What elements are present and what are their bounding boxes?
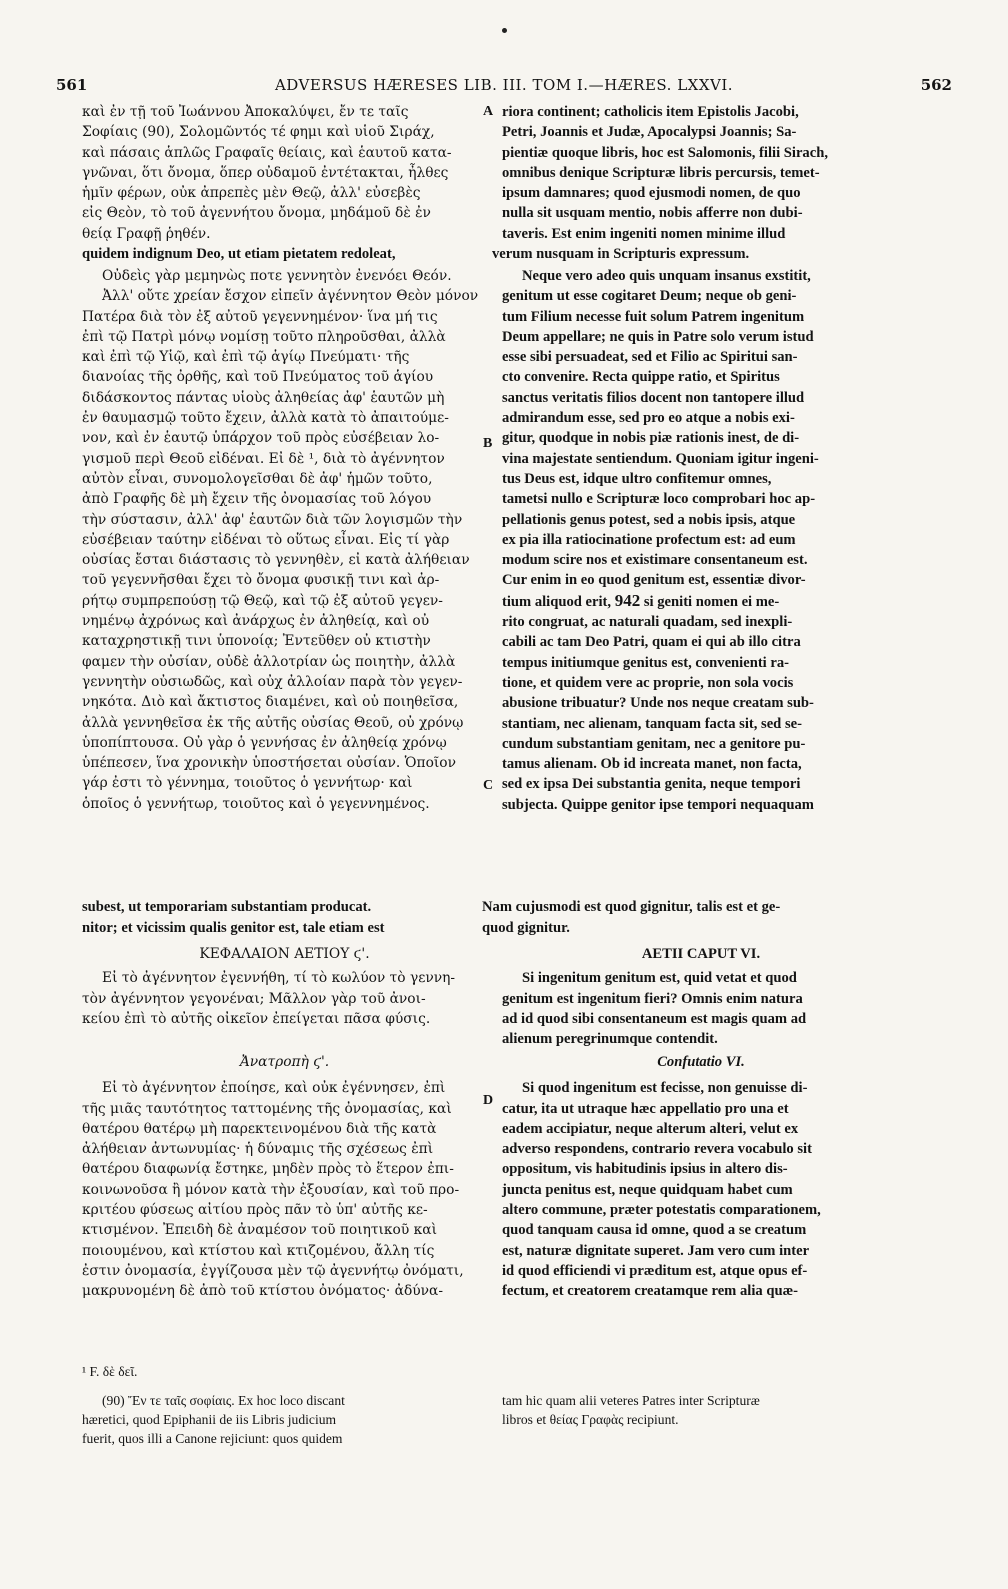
spanning-text: quidem indignum Deo, ut etiam pietatem redoleat, <box>82 246 396 262</box>
greek-line: Ἀλλ' οὔτε χρείαν ἔσχον εἰπεῖν ἀγέννητον Θεὸν μόνον <box>102 288 479 305</box>
column-number: 942 <box>614 590 641 610</box>
footnotes-right <box>502 1391 900 1429</box>
greek-line: ὑποπίπτουσα. Οὐ γὰρ ὁ γεννήσας ἐν ἀληθείᾳ χρόνῳ <box>82 734 447 751</box>
latin-line: subjecta. Quippe genitor ipse tempori nequaquam <box>502 796 814 813</box>
latin-line: eadem accipiatur, neque alterum alteri, velut ex <box>502 1120 799 1137</box>
footnote-line: hæretici, quod Epiphanii de iis Libris judicium <box>82 1412 337 1427</box>
greek-line: ἀπὸ Γραφῆς δὲ μὴ ἔχειν τῆς ὀνομασίας τοῦ λόγου <box>82 491 432 508</box>
latin-line: riora continent; catholicis item Epistolis Jacobi, <box>502 104 799 120</box>
greek-line: αὐτὸν εἶναι, συνομολογεῖσθαι δὲ ἀφ' ἡμῶν τοῦτο, <box>82 470 433 487</box>
latin-text: si geniti nomen ei me- <box>643 593 780 610</box>
latin-line: altero commune, præter potestatis comparationem, <box>502 1202 821 1219</box>
latin-line: Si quod ingenitum est fecisse, non genuisse di- <box>522 1080 808 1097</box>
greek-line: εὐσέβειαν ταύτην εἰδέναι τὸ οὕτως εἶναι. Εἰς τί γὰρ <box>82 531 450 548</box>
spanning-text: nitor; et vicissim qualis genitor est, tale etiam est <box>82 920 385 936</box>
latin-line: catur, ita ut utraque hæc appellatio pro una et <box>502 1100 789 1117</box>
section-marker-a: A <box>483 104 494 119</box>
greek-line: Σοφίαις (90), Σολομῶντός τέ φημι καὶ υἱοῦ Σιράχ, <box>82 124 435 141</box>
latin-line: Si ingenitum genitum est, quid vetat et quod <box>522 970 797 987</box>
latin-line: taveris. Est enim ingeniti nomen minime illud <box>502 225 786 242</box>
greek-line: ἡμῖν φέρων, οὐκ ἀπρεπὲς μὲν Θεῷ, ἀλλ' εὐσεβὲς <box>82 185 421 202</box>
spanning-line-1 <box>82 244 897 264</box>
latin-line <box>502 591 900 612</box>
greek-line: ἀλήθειαν ἀντωνυμίας· ἡ δύναμις τῆς σχέσεως ἐπὶ <box>82 1141 434 1158</box>
latin-line: rito congruat, ac naturali quadam, sed inexpli- <box>502 614 793 631</box>
latin-line: ad id quod sibi consentaneum est magis quam ad <box>502 1010 807 1027</box>
latin-line: adverso respondens, contrario revera vocabulo sit <box>502 1141 812 1158</box>
latin-subheading: Confutatio VI. <box>657 1054 745 1070</box>
latin-line: esse sibi persuadeat, sed et Filio ac Spiritui san- <box>502 349 798 366</box>
latin-line: tus Deus est, idque ultro confitemur omnes, <box>502 470 772 487</box>
spanning-text: verum nusquam in Scripturis expressum. <box>492 246 750 262</box>
greek-chapter <box>82 944 487 1029</box>
greek-line: καταχρηστικῇ τινι ὑπονοίᾳ; Ἐντεῦθεν οὐ κτιστὴν <box>82 633 431 650</box>
greek-line: κείου ἐπὶ τὸ αὐτῆς οἰκεῖον ἐπείγεται πᾶσα φύσις. <box>82 1010 431 1027</box>
footnote-line: tam hic quam alii veteres Patres inter Scripturæ <box>502 1393 760 1408</box>
latin-line: genitum est ingenitum fieri? Omnis enim natura <box>502 990 803 1007</box>
latin-line: Petri, Joannis et Judæ, Apocalypsi Joannis; Sa- <box>502 124 797 141</box>
greek-line: κριτέου φύσεως αἰτίου πρὸς πᾶν τὸ ὑπ' αὐτῆς κε- <box>82 1202 428 1219</box>
spanning-text: subest, ut temporariam substantiam producat. <box>82 899 372 915</box>
footnote-line: fuerit, quos illi a Canone rejiciunt: quos quidem <box>82 1431 343 1446</box>
greek-line: νηκότα. Διὸ καὶ ἄκτιστος διαμένει, καὶ οὐ ποιηθεῖσα, <box>82 694 459 711</box>
greek-block-1 <box>82 102 487 244</box>
section-marker-c: C <box>483 778 494 793</box>
latin-chapter-heading: AETII CAPUT VI. <box>641 946 761 962</box>
latin-line: stantiam, nec alienam, tanquam facta sit, sed se- <box>502 715 802 732</box>
greek-line: Εἰ τὸ ἀγέννητον ἐποίησε, καὶ οὐκ ἐγέννησεν, ἐπὶ <box>102 1080 446 1097</box>
greek-line: διδάσκοντος πάντας υἱοὺς ἀληθείας ἀφ' ἑαυτῶν μὴ <box>82 389 445 406</box>
latin-line: nulla sit usquam mentio, nobis afferre non dubi- <box>502 205 803 222</box>
latin-line: tione, et quidem vere ac proprie, non sola vocis <box>502 674 794 691</box>
footnotes-left <box>82 1362 487 1448</box>
spanning-text: Nam cujusmodi est quod gignitur, talis est et ge- <box>482 899 781 915</box>
latin-confutation <box>502 1052 900 1302</box>
footnote-line: (90) Ἔν τε ταῖς σοφίαις. Ex hoc loco discant <box>102 1393 345 1408</box>
section-marker-d: D <box>483 1093 494 1108</box>
greek-line: Οὐδεὶς γὰρ μεμηνὼς ποτε γεννητὸν ἐνενόει Θεόν. <box>102 268 452 284</box>
greek-confutation <box>82 1052 487 1302</box>
running-header <box>56 76 952 96</box>
footnote-1: ¹ F. δὲ δεῖ. <box>82 1364 138 1379</box>
greek-line: ἀλλὰ γεννηθεῖσα ἐκ τῆς αὐτῆς οὐσίας Θεοῦ, οὐ χρόνῳ <box>82 714 464 731</box>
greek-line: ἐστιν ὀνομασία, ἐγγίζουσα μὲν τῷ ἀγεννήτῳ ὀνόματι, <box>82 1262 464 1279</box>
greek-line: καὶ πάσαις ἁπλῶς Γραφαῖς θείαις, καὶ ἑαυτοῦ κατα- <box>82 144 452 161</box>
greek-line: θείᾳ Γραφῇ ῥηθέν. <box>82 225 211 242</box>
latin-line: ex pia illa ratiocinatione profectum est: ad eum <box>502 531 796 548</box>
latin-line: alienum peregrinumque contendit. <box>502 1031 718 1048</box>
greek-line: ποιουμένου, καὶ κτίστου καὶ κτιζομένου, ἄλλη τίς <box>82 1242 435 1259</box>
latin-line: Cur enim in eo quod genitum est, essentiæ divor- <box>502 572 806 589</box>
greek-line: ἐπὶ τῷ Πατρὶ μόνῳ νομίσῃ τοῦτο πληροῦσθαι, ἀλλὰ <box>82 328 446 345</box>
latin-line: oppositum, vis habitudinis ipsius in altero dis- <box>502 1161 788 1178</box>
latin-line: sanctus veritatis filios docent non tantopere illud <box>502 389 805 406</box>
running-title: ADVERSUS HÆRESES LIB. III. TOM I.—HÆRES. LXXVI. <box>274 76 734 94</box>
latin-line: cundum substantiam genitam, nec a genitore pu- <box>502 735 806 752</box>
page-number-left: 561 <box>56 76 88 94</box>
greek-line: ὁποῖος ὁ γεννήτωρ, τοιοῦτος καὶ ὁ γεγεννημένος. <box>82 795 430 812</box>
latin-line: tempus initiumque genitus est, convenienti ra- <box>502 654 790 671</box>
latin-line: tamus alienam. Ob id increata manet, non facta, <box>502 756 802 773</box>
latin-line: ipsum damnares; quod ejusmodi nomen, de quo <box>502 185 801 202</box>
greek-line: κτισμένον. Ἐπειδὴ δὲ ἀναμέσον τοῦ ποιητικοῦ καὶ <box>82 1222 437 1239</box>
greek-line: νημένῳ ἀχρόνως καὶ ἀνάρχως ἐν ἀληθείᾳ, καὶ οὐ <box>82 613 430 630</box>
latin-line: Neque vero adeo quis unquam insanus exstitit, <box>522 268 811 284</box>
greek-line: διανοίας τῆς ὀρθῆς, καὶ τοῦ Πνεύματος τοῦ ἁγίου <box>82 369 434 386</box>
page-number-right: 562 <box>920 76 952 94</box>
greek-line: νον, καὶ ἐν ἑαυτῷ ὑπάρχον τοῦ πρὸς εὐσέβειαν λο- <box>82 430 440 447</box>
latin-line: fectum, et creatorem creatamque rem alia quæ- <box>502 1283 798 1300</box>
greek-block-2 <box>82 266 487 814</box>
greek-chapter-heading: ΚΕΦΑΛΑΙΟΝ ΑΕΤΙΟΥ ϛ'. <box>199 946 370 962</box>
latin-line: id quod efficiendi vi præditum est, atque opus ef- <box>502 1262 808 1279</box>
greek-line: τὴν σύστασιν, ἀλλ' ἀφ' ἑαυτῶν διὰ τῶν λογισμῶν τὴν <box>82 511 463 528</box>
latin-line: est, naturæ dignitate superet. Jam vero cum inter <box>502 1242 810 1259</box>
greek-line: θατέρου διαφωνίᾳ ἔστηκε, μηδὲν πρὸς τὸ ἕτερον ἐπι- <box>82 1161 454 1178</box>
greek-line: ρήτῳ συμπρεπούσῃ τῷ Θεῷ, καὶ τῷ ἐξ αὐτοῦ γεγεν- <box>82 592 443 609</box>
latin-line: Deum appellare; ne quis in Patre solo verum istud <box>502 328 814 345</box>
latin-line: modum scire nos et existimare consentaneum est. <box>502 552 808 569</box>
spanning-text: quod gignitur. <box>482 920 570 936</box>
latin-text: tium aliquod erit, <box>502 593 612 610</box>
greek-line: καὶ ἐπὶ τῷ Υἱῷ, καὶ ἐπὶ τῷ ἁγίῳ Πνεύματι· τῆς <box>82 349 410 366</box>
latin-line: vina majestate sentiendum. Quoniam igitur ingeni- <box>502 450 819 467</box>
greek-line: οὐσίας ἔσται διάστασις τὸ γεννηθὲν, εἰ κατὰ ἀλήθειαν <box>82 552 470 569</box>
footnote-line: libros et θείας Γραφὰς recipiunt. <box>502 1412 679 1427</box>
greek-line: γάρ ἐστι τὸ γέννημα, τοιοῦτος ὁ γεννήτωρ· καὶ <box>82 775 413 792</box>
greek-line: θατέρου θατέρῳ μὴ παρεκτεινομένου διὰ τῆς κατὰ <box>82 1120 437 1137</box>
greek-line: τῆς μιᾶς ταυτότητος ταττομένης τῆς ὀνομασίας, καὶ <box>82 1100 452 1117</box>
greek-line: φαμεν τὴν οὐσίαν, οὐδὲ ἀλλοτρίαν ὡς ποιητὴν, ἀλλὰ <box>82 653 456 670</box>
spanning-line-2 <box>82 897 897 917</box>
greek-line: κοινωνοῦσα ἢ μόνον κατὰ τὴν ἐξουσίαν, καὶ τοῦ προ- <box>82 1181 460 1198</box>
section-marker-b: B <box>483 436 493 451</box>
latin-line: gitur, quodque in nobis piæ rationis inest, de di- <box>502 430 800 447</box>
greek-line: γνῶναι, ὅτι ὄνομα, ὅπερ οὐδαμοῦ ἐντέτακται, ἦλθες <box>82 164 449 181</box>
latin-line: cabili ac tam Deo Patri, quam ei qui ab illo citra <box>502 634 801 651</box>
greek-line: ὑπέπεσεν, ἵνα χρονικὴν ὑποστήσεται οὐσίαν. Ὁποῖον <box>82 755 456 772</box>
spanning-line-3 <box>82 918 897 938</box>
latin-line: pellationis genus potest, sed a nobis ipsis, atque <box>502 511 796 528</box>
latin-block-1 <box>502 102 900 244</box>
latin-line: pientiæ quoque libris, hoc est Salomonis, filii Sirach, <box>502 144 828 161</box>
latin-line: abusione tribuatur? Unde nos neque creatam sub- <box>502 695 814 712</box>
greek-line: τοῦ γεγεννῆσθαι ἔχει τὸ ὄνομα φυσικῇ τινι καὶ ἀρ- <box>82 572 440 589</box>
latin-line: genitum ut esse cogitaret Deum; neque ob geni- <box>502 288 797 305</box>
latin-line: tum Filium necesse fuit solum Patrem ingenitum <box>502 308 805 325</box>
latin-line: omnibus denique Scripturæ libris percursis, temet- <box>502 164 820 181</box>
latin-line: sed ex ipsa Dei substantia genita, neque tempori <box>502 776 801 793</box>
latin-line: cto convenire. Recta quippe ratio, et Spiritus <box>502 369 780 386</box>
latin-line: admirandum esse, sed pro eo atque a nobis exi- <box>502 410 795 427</box>
greek-line: μακρυνομένη δὲ ἀπὸ τοῦ κτίστου ὀνόματος· ἀδύνα- <box>82 1283 444 1300</box>
latin-line: juncta penitus est, neque quidquam habet cum <box>502 1181 793 1198</box>
greek-line: ἐν θαυμασμῷ τοῦτο ἔχειν, ἀλλὰ κατὰ τὸ ἀπαιτούμε- <box>82 410 449 427</box>
greek-line: Εἰ τὸ ἀγέννητον ἐγεννήθη, τί τὸ κωλύον τὸ γεννη- <box>102 970 456 987</box>
latin-chapter <box>502 944 900 1049</box>
greek-line: εἰς Θεὸν, τὸ τοῦ ἀγεννήτου ὄνομα, μηδάμοῦ δὲ ἐν <box>82 205 431 222</box>
latin-line: tametsi nullo e Scripturæ loco comprobari hoc ap- <box>502 491 816 508</box>
greek-line: Πατέρα διὰ τὸν ἐξ αὐτοῦ γεγεννημένον· ἵνα μή τις <box>82 308 438 325</box>
latin-line: quod tanquam causa id omne, quod a se creatum <box>502 1222 807 1239</box>
latin-block-2 <box>502 266 900 815</box>
greek-line: γισμοῦ περὶ Θεοῦ εἰδέναι. Εἰ δὲ ¹, διὰ τὸ ἀγέννητον <box>82 450 445 467</box>
greek-line: γεννητὴν οὐσιωδῶς, καὶ οὐχ ἀλλοίαν παρὰ τὸν γεγεν- <box>82 673 463 690</box>
greek-line: καὶ ἐν τῇ τοῦ Ἰωάννου Ἀποκαλύψει, ἔν τε ταῖς <box>82 104 409 120</box>
greek-subheading: Ἀνατροπὴ ϛ'. <box>239 1054 330 1070</box>
greek-line: τὸν ἀγέννητον γεγονέναι; Μᾶλλον γὰρ τοῦ ἀνοι- <box>82 990 426 1007</box>
ink-dot <box>502 28 507 33</box>
